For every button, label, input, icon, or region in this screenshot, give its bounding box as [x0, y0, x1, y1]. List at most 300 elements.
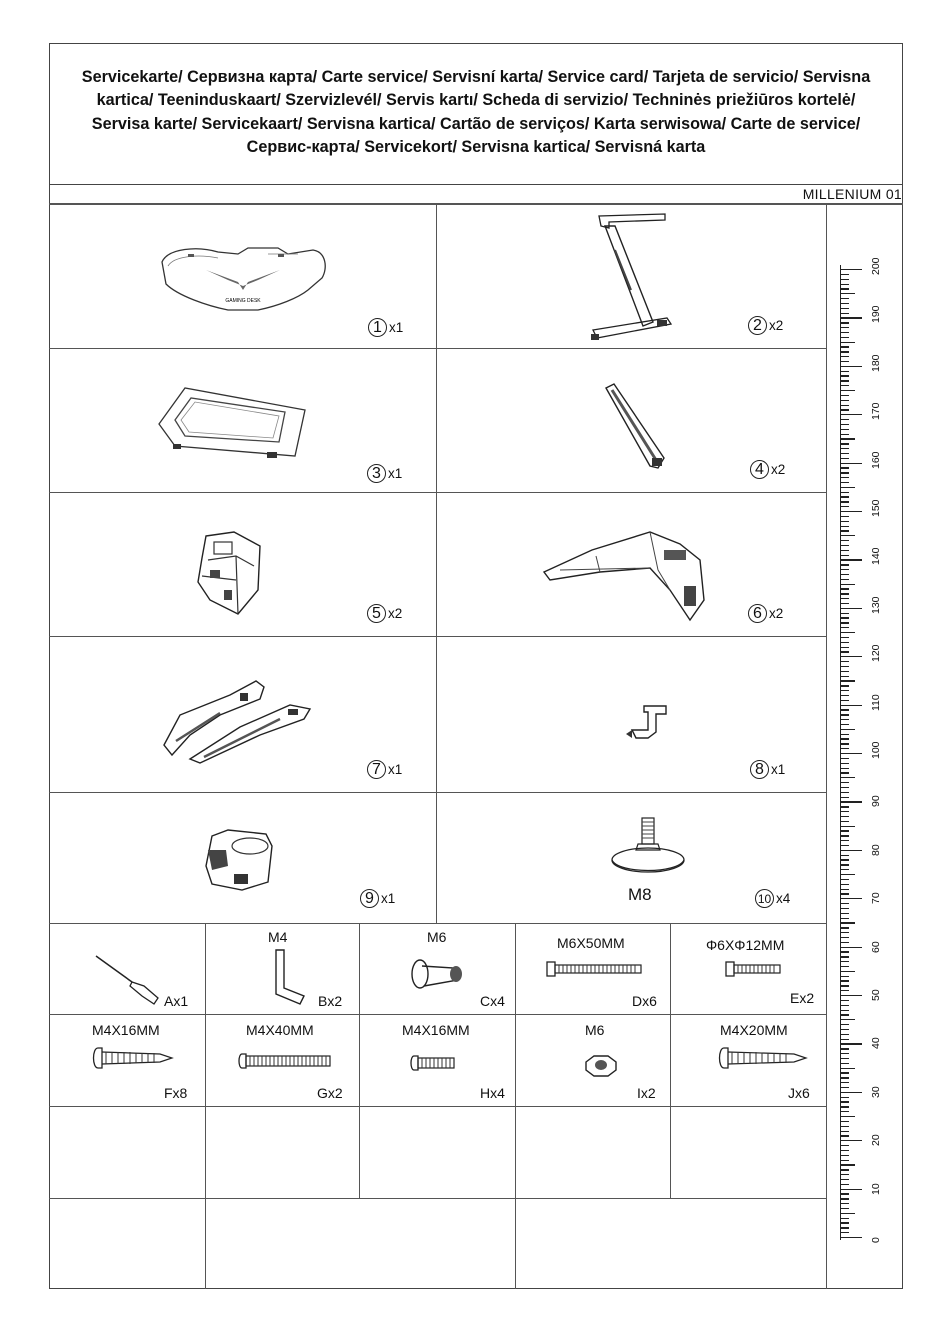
ruler-tick: [840, 976, 849, 977]
page-title: Servicekarte/ Сервизна карта/ Carte service/ Servisní karta/ Service card/ Tarjeta de servicio/ Servisna kartica/ Teeninduskaart/ Szervizlevél/ Servis kartı/ Scheda di servizio/ Techninės priežiūros kortelė/ Servisa karte/ Servicekaart/ Servisna kartica/ Cartão de serviços/ Karta serwisowa/ Carte de service/ Сервис-карта/ Servicekort/ Servisna kartica/ Servisná karta: [81, 67, 871, 156]
ruler-tick: [840, 918, 849, 919]
ruler-tick: [840, 555, 849, 556]
ruler-tick: [840, 414, 862, 415]
ruler-tick: [840, 492, 849, 493]
ruler-tick: [840, 971, 855, 972]
ruler-tick: [840, 521, 849, 522]
ruler-tick: [840, 627, 849, 628]
hardware-code-h: Hx4: [480, 1085, 505, 1101]
divider: [49, 203, 903, 205]
ruler-label: 110: [870, 693, 882, 711]
ruler-label: 70: [870, 892, 882, 905]
ruler-label: 10: [870, 1182, 882, 1195]
part-number-circle: 10: [755, 889, 774, 908]
ruler-tick: [840, 1116, 855, 1117]
ruler-tick: [840, 1014, 849, 1015]
ruler-tick: [840, 603, 849, 604]
divider: [49, 636, 826, 637]
hardware-size-i: M6: [585, 1022, 605, 1038]
ruler-label: 130: [870, 596, 882, 614]
ruler-tick: [840, 467, 849, 468]
ruler-label: 170: [870, 402, 882, 421]
ruler-tick: [840, 797, 849, 798]
ruler-tick: [840, 869, 849, 870]
ruler-tick: [840, 942, 849, 943]
ruler-tick: [840, 419, 849, 420]
part-number-2: [748, 316, 783, 335]
ruler-tick: [840, 1097, 849, 1098]
barrel-nut-icon: [408, 954, 468, 1000]
ruler-tick: [840, 734, 849, 735]
part-number-circle: 8: [750, 760, 769, 779]
ruler-tick: [840, 511, 862, 512]
ruler-tick: [840, 564, 849, 565]
ruler-tick: [840, 1232, 849, 1233]
hardware-size-b: M4: [268, 929, 288, 945]
ruler-tick: [840, 351, 849, 352]
ruler-tick: [840, 342, 855, 343]
ruler-tick: [840, 748, 849, 749]
part-quantity: x2: [769, 606, 784, 621]
hardware-code-d: Dx6: [632, 993, 657, 1009]
ruler-tick: [840, 487, 855, 488]
ruler-tick: [840, 864, 849, 865]
ruler-tick: [840, 845, 849, 846]
part-number-3: [367, 464, 402, 483]
header-box: [49, 43, 903, 185]
ruler-tick: [840, 1048, 849, 1049]
ruler-label: 180: [870, 354, 882, 372]
ruler-tick: [840, 1208, 849, 1209]
ruler-tick: [840, 830, 849, 831]
desktop-panel-icon: [158, 240, 328, 320]
ruler-label: 60: [870, 940, 882, 953]
part-quantity: x1: [388, 762, 403, 777]
part-number-circle: 5: [367, 604, 386, 623]
ruler-tick: [840, 579, 849, 580]
part-number-circle: 1: [368, 318, 387, 337]
ruler-tick: [840, 1111, 849, 1112]
ruler-tick: [840, 801, 862, 802]
ruler-tick: [840, 1121, 849, 1122]
ruler-tick: [840, 1227, 849, 1228]
ruler-tick: [840, 322, 849, 323]
ruler-tick: [840, 961, 849, 962]
ruler-tick: [840, 545, 849, 546]
ruler-tick: [840, 966, 849, 967]
ruler-tick: [840, 709, 849, 710]
hardware-size-f: M4X16MM: [92, 1022, 160, 1038]
ruler-tick: [840, 516, 849, 517]
foot-size-label: M8: [628, 885, 652, 904]
ruler-tick: [840, 714, 849, 715]
ruler-tick: [840, 448, 849, 449]
ruler-tick: [840, 1160, 849, 1161]
ruler-tick: [840, 777, 855, 778]
ruler-tick: [840, 274, 849, 275]
ruler-label: 100: [870, 741, 882, 759]
ruler-tick: [840, 434, 849, 435]
ruler-tick: [840, 995, 862, 996]
ruler-tick: [840, 622, 849, 623]
ruler-tick: [840, 763, 849, 764]
part-number-circle: 4: [750, 460, 769, 479]
part-number-8: [750, 760, 785, 779]
ruler-tick: [840, 1034, 849, 1035]
ruler-tick: [840, 661, 849, 662]
ruler-tick: [840, 642, 849, 643]
ruler-tick: [840, 453, 849, 454]
ruler-tick: [840, 1068, 855, 1069]
part-quantity: x2: [388, 606, 403, 621]
ruler-tick: [840, 980, 849, 981]
leg-brace-icon: [600, 380, 670, 475]
ruler-tick: [840, 951, 849, 952]
ruler-tick: [840, 874, 855, 875]
ruler-tick: [840, 826, 855, 827]
ruler-tick: [840, 1164, 855, 1165]
ruler-tick: [840, 279, 849, 280]
divider: [49, 1106, 826, 1107]
ruler-tick: [840, 501, 849, 502]
ruler-tick: [840, 855, 849, 856]
ruler-tick: [840, 346, 849, 347]
ruler-tick: [840, 1135, 849, 1136]
part-number-4: [750, 460, 785, 479]
ruler-tick: [840, 1174, 849, 1175]
ruler-tick: [840, 671, 849, 672]
ruler-tick: [840, 1218, 849, 1219]
ruler-tick: [840, 729, 855, 730]
ruler-tick: [840, 932, 849, 933]
ruler-tick: [840, 690, 849, 691]
part-quantity: x1: [381, 891, 396, 906]
wood-screw-icon: [90, 1046, 175, 1072]
part-number-circle: 7: [367, 760, 386, 779]
ruler-tick: [840, 1106, 849, 1107]
ruler-tick: [840, 1024, 849, 1025]
ruler-tick: [840, 288, 849, 289]
ruler-tick: [840, 463, 862, 464]
ruler-tick: [840, 1145, 849, 1146]
ruler-tick: [840, 506, 849, 507]
ruler-tick: [840, 1082, 849, 1083]
ruler-tick: [840, 1063, 849, 1064]
ruler-tick: [840, 584, 855, 585]
ruler-tick: [840, 724, 849, 725]
ruler-tick: [840, 1140, 862, 1141]
part-quantity: x2: [769, 318, 784, 333]
ruler-tick: [840, 792, 849, 793]
ruler-tick: [840, 985, 849, 986]
ruler-tick: [840, 617, 849, 618]
ruler-tick: [840, 1000, 849, 1001]
ruler-tick: [840, 424, 849, 425]
ruler-tick: [840, 472, 849, 473]
ruler-tick: [840, 1131, 849, 1132]
hardware-code-a: Ax1: [164, 993, 189, 1009]
hardware-code-f: Fx8: [164, 1085, 188, 1101]
ruler-tick: [840, 332, 849, 333]
ruler-tick: [840, 758, 849, 759]
ruler-tick: [840, 371, 849, 372]
ruler-tick: [840, 1019, 855, 1020]
z-leg-frame-icon: [585, 210, 675, 345]
part-quantity: x2: [771, 462, 786, 477]
ruler-tick: [840, 990, 849, 991]
ruler-tick: [840, 593, 849, 594]
ruler-tick: [840, 535, 855, 536]
ruler-label: 90: [870, 795, 882, 808]
ruler-label: 80: [870, 844, 882, 856]
ruler-tick: [840, 772, 849, 773]
ruler-tick: [840, 1222, 849, 1223]
ruler-tick: [840, 637, 849, 638]
ruler-tick: [840, 937, 849, 938]
ruler-tick: [840, 632, 855, 633]
ruler-label: 140: [870, 547, 882, 566]
measurement-ruler: [840, 257, 900, 1243]
ruler-tick: [840, 782, 849, 783]
ruler-label: 20: [870, 1134, 882, 1147]
ruler-tick: [840, 409, 849, 410]
screwdriver-icon: [92, 952, 162, 1007]
ruler-tick: [840, 530, 849, 531]
ruler-tick: [840, 1150, 849, 1151]
ruler-tick: [840, 889, 849, 890]
ruler-tick: [840, 680, 855, 681]
cup-holder-icon: [198, 826, 278, 896]
ruler-tick: [840, 458, 849, 459]
leveling-foot-icon: [608, 816, 693, 878]
ruler-label: 50: [870, 989, 882, 1001]
ruler-label: 0: [870, 1237, 882, 1243]
ruler-tick: [840, 405, 849, 406]
ruler-tick: [840, 1010, 849, 1011]
ruler-tick: [840, 1058, 849, 1059]
divider: [49, 1014, 826, 1015]
ruler-tick: [840, 366, 862, 367]
model-name: MILLENIUM 01: [802, 186, 902, 202]
hardware-size-d: M6X50MM: [557, 935, 625, 951]
hardware-size-g: M4X40MM: [246, 1022, 314, 1038]
ruler-tick: [840, 893, 849, 894]
ruler-tick: [840, 835, 849, 836]
ruler-tick: [840, 1198, 849, 1199]
ruler-tick: [840, 598, 849, 599]
part-number-circle: 2: [748, 316, 767, 335]
ruler-tick: [840, 1087, 849, 1088]
ruler-tick: [840, 898, 862, 899]
part-number-10: [755, 889, 790, 908]
ruler-tick: [840, 608, 862, 609]
ruler-tick: [840, 1179, 849, 1180]
ruler-tick: [840, 526, 849, 527]
hardware-size-j: M4X20MM: [720, 1022, 788, 1038]
ruler-tick: [840, 956, 849, 957]
ruler-tick: [840, 685, 849, 686]
ruler-tick: [840, 908, 849, 909]
ruler-tick: [840, 317, 862, 318]
ruler-tick: [840, 1039, 849, 1040]
ruler-tick: [840, 1005, 849, 1006]
part-number-circle: 6: [748, 604, 767, 623]
ruler-tick: [840, 1189, 862, 1190]
ruler-tick: [840, 806, 849, 807]
ruler-tick: [840, 768, 849, 769]
ruler-tick: [840, 361, 849, 362]
ruler-tick: [840, 380, 849, 381]
ruler-tick: [840, 303, 849, 304]
part-quantity: x4: [776, 891, 791, 906]
hardware-code-j: Jx6: [788, 1085, 810, 1101]
ruler-tick: [840, 1053, 849, 1054]
ruler-tick: [840, 884, 849, 885]
ruler-tick: [840, 913, 849, 914]
hardware-code-i: Ix2: [637, 1085, 656, 1101]
ruler-tick: [840, 705, 862, 706]
side-rails-icon: [160, 675, 315, 765]
hardware-code-e: Ex2: [790, 990, 815, 1006]
ruler-tick: [840, 700, 849, 701]
ruler-tick: [840, 743, 849, 744]
divider: [49, 1198, 826, 1199]
ruler-tick: [840, 695, 849, 696]
cover-piece-icon: [540, 520, 715, 630]
hardware-code-b: Bx2: [318, 993, 343, 1009]
ruler-tick: [840, 647, 849, 648]
ruler-tick: [840, 1155, 849, 1156]
long-bolt-icon: [545, 960, 645, 980]
ruler-tick: [840, 1237, 862, 1238]
ruler-tick: [840, 1213, 855, 1214]
ruler-label: 200: [870, 257, 882, 275]
tray-panel-icon: [155, 380, 310, 470]
part-number-circle: 3: [367, 464, 386, 483]
ruler-tick: [840, 738, 849, 739]
ruler-tick: [840, 1184, 849, 1185]
ruler-tick: [840, 477, 849, 478]
ruler-tick: [840, 927, 849, 928]
ruler-tick: [840, 385, 849, 386]
ruler-tick: [840, 327, 849, 328]
ruler-tick: [840, 1077, 849, 1078]
machine-screw-icon: [236, 1052, 336, 1072]
corner-bracket-icon: [192, 530, 267, 620]
ruler-tick: [840, 1029, 849, 1030]
ruler-tick: [840, 443, 849, 444]
ruler-label: 150: [870, 499, 882, 517]
ruler-tick: [840, 284, 849, 285]
allen-key-icon: [270, 948, 310, 1008]
ruler-tick: [840, 1126, 849, 1127]
service-card-frame: [49, 43, 903, 1289]
ruler-tick: [840, 390, 855, 391]
part-quantity: x1: [389, 320, 404, 335]
divider: [670, 923, 671, 1199]
ruler-tick: [840, 753, 862, 754]
ruler-tick: [840, 840, 849, 841]
ruler-tick: [840, 1092, 862, 1093]
part-quantity: x1: [771, 762, 786, 777]
ruler-tick: [840, 550, 849, 551]
ruler-label: 190: [870, 305, 882, 324]
ruler-tick: [840, 298, 849, 299]
short-bolt-icon: [724, 960, 784, 980]
divider: [49, 923, 826, 924]
divider: [436, 203, 437, 924]
ruler-tick: [840, 947, 862, 948]
ruler-tick: [840, 613, 849, 614]
ruler-tick: [840, 1043, 862, 1044]
hardware-size-c: M6: [427, 929, 447, 945]
part-number-1: [368, 318, 403, 337]
ruler-tick: [840, 496, 849, 497]
ruler-tick: [840, 656, 862, 657]
ruler-tick: [840, 666, 849, 667]
ruler-tick: [840, 269, 862, 270]
ruler-tick: [840, 482, 849, 483]
part-number-6: [748, 604, 783, 623]
ruler-tick: [840, 569, 849, 570]
divider: [49, 348, 826, 349]
divider: [359, 923, 360, 1199]
ruler-tick: [840, 356, 849, 357]
divider: [515, 923, 516, 1289]
ruler-tick: [840, 859, 849, 860]
ruler-tick: [840, 293, 855, 294]
ruler-tick: [840, 719, 849, 720]
ruler-tick: [840, 400, 849, 401]
ruler-tick: [840, 588, 849, 589]
ruler-tick: [840, 676, 849, 677]
ruler-tick: [840, 1101, 849, 1102]
divider: [49, 492, 826, 493]
ruler-tick: [840, 429, 849, 430]
part-number-5: [367, 604, 402, 623]
wood-screw-icon: [716, 1046, 811, 1072]
ruler-label: 40: [870, 1037, 882, 1050]
ruler-tick: [840, 1193, 849, 1194]
ruler-tick: [840, 816, 849, 817]
ruler-tick: [840, 787, 849, 788]
ruler-tick: [840, 559, 862, 560]
hardware-code-g: Gx2: [317, 1085, 343, 1101]
ruler-tick: [840, 395, 849, 396]
ruler-label: 160: [870, 451, 882, 469]
ruler-tick: [840, 337, 849, 338]
ruler-tick: [840, 540, 849, 541]
ruler-tick: [840, 811, 849, 812]
ruler-tick: [840, 438, 855, 439]
hardware-size-e: Φ6XΦ12MM: [706, 937, 785, 953]
part-number-9: [360, 889, 395, 908]
ruler-tick: [840, 574, 849, 575]
ruler-tick: [840, 1169, 849, 1170]
hook-icon: [622, 700, 672, 745]
nut-icon: [580, 1052, 620, 1082]
svg-text:GAMING DESK: GAMING DESK: [225, 298, 261, 304]
ruler-tick: [840, 651, 849, 652]
ruler-label: 120: [870, 644, 882, 663]
hardware-code-c: Cx4: [480, 993, 505, 1009]
divider: [49, 792, 826, 793]
ruler-tick: [840, 313, 849, 314]
ruler-tick: [840, 1203, 849, 1204]
part-number-circle: 9: [360, 889, 379, 908]
ruler-tick: [840, 375, 849, 376]
ruler-label: 30: [870, 1086, 882, 1098]
